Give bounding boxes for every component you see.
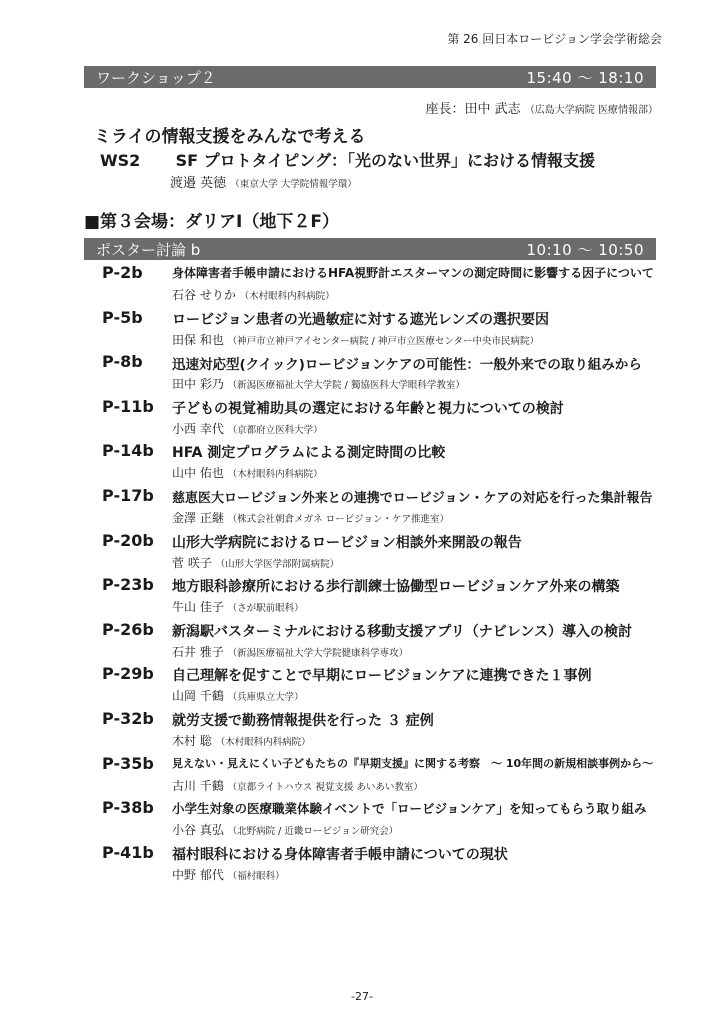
poster-affiliation: （木村眼科内科病院）	[239, 291, 335, 302]
poster-author-line	[172, 420, 323, 437]
poster-code: P-35b	[102, 753, 154, 773]
poster-code: P-23b	[102, 575, 154, 595]
poster-author-line	[172, 554, 339, 571]
poster-title: 新潟駅バスターミナルにおける移動支援アプリ（ナビレンス）導入の検討	[172, 623, 632, 640]
workshop-author: 渡邉 英徳	[170, 176, 227, 191]
workshop-code: WS2	[100, 151, 141, 170]
list-item	[0, 798, 724, 843]
poster-affiliation: （福村眼科）	[227, 870, 285, 882]
poster-author-line	[172, 732, 311, 749]
poster-list	[0, 263, 724, 887]
poster-affiliation: （京都府立医科大学）	[227, 424, 323, 436]
poster-author-line	[172, 643, 408, 660]
poster-affiliation: （さが駅前眼科）	[227, 603, 304, 615]
poster-affiliation: （兵庫県立大学）	[227, 692, 304, 704]
poster-code: P-17b	[102, 485, 154, 505]
list-item	[0, 531, 724, 576]
poster-author-line	[172, 777, 423, 794]
poster-code: P-29b	[102, 664, 154, 684]
list-item	[0, 664, 724, 709]
workshop-author-affiliation: （東京大学 大学院情報学環）	[230, 179, 357, 190]
poster-title: 福村眼科における身体障害者手帳申請についての現状	[172, 846, 508, 863]
list-item	[0, 352, 724, 397]
poster-author-line	[172, 821, 398, 838]
list-item	[0, 843, 724, 888]
poster-title: 慈恵医大ロービジョン外来との連携でロービジョン・ケアの対応を行った集計報告	[172, 490, 653, 506]
workshop-author-line	[170, 172, 357, 191]
poster-author: 小谷 真弘	[172, 823, 224, 838]
chair-affiliation: （広島大学病院 医療情報部）	[524, 105, 658, 116]
poster-code: P-20b	[102, 530, 154, 550]
poster-title: 見えない・見えにくい子どもたちの『早期支援』に関する考察 ～ 10年間の新規相談事例から～	[172, 756, 654, 770]
poster-title: 身体障害者手帳申請におけるHFA視野計エスターマンの測定時間に影響する因子について	[172, 266, 654, 280]
poster-author-line	[172, 509, 449, 526]
poster-affiliation: （株式会社朝倉メガネ ロービジョン・ケア推進室）	[227, 513, 449, 525]
poster-author: 金澤 正継	[172, 510, 224, 525]
workshop-bar	[84, 66, 656, 88]
poster-author: 山岡 千鶴	[172, 689, 224, 704]
poster-affiliation: （新潟医療福祉大学大学院健康科学専攻）	[227, 647, 409, 659]
poster-code: P-5b	[102, 307, 143, 327]
poster-title: 自己理解を促すことで早期にロービジョンケアに連携できた１事例	[172, 668, 592, 685]
poster-author-line	[172, 687, 304, 704]
poster-affiliation: （神戸市立神戸アイセンター病院 / 神戸市立医療センター中央市民病院）	[227, 335, 539, 347]
chair-line	[426, 98, 658, 117]
poster-author-line	[172, 331, 539, 348]
poster-code: P-2b	[102, 263, 143, 282]
list-item	[0, 575, 724, 620]
poster-author-line	[172, 286, 335, 303]
poster-affiliation: （山形大学医学部附属病院）	[215, 558, 340, 570]
poster-title: 小学生対象の医療職業体験イベントで「ロービジョンケア」を知ってもらう取り組み	[172, 801, 647, 817]
poster-code: P-11b	[102, 396, 154, 416]
workshop-title: SF プロトタイピング：「光のない世界」における情報支援	[175, 151, 595, 170]
poster-author: 古川 千鶴	[172, 778, 224, 793]
poster-author: 菅 咲子	[172, 555, 212, 570]
poster-author: 田保 和也	[172, 332, 224, 347]
poster-author: 石井 雅子	[172, 644, 224, 659]
list-item	[0, 397, 724, 442]
poster-author: 田中 彩乃	[172, 377, 224, 392]
poster-title: HFA 測定プログラムによる測定時間の比較	[172, 445, 446, 462]
poster-affiliation: （木村眼科内科病院）	[215, 736, 311, 748]
poster-author-line	[172, 866, 285, 883]
poster-code: P-38b	[102, 798, 154, 818]
poster-author: 木村 聡	[172, 733, 212, 748]
list-item	[0, 263, 724, 308]
poster-affiliation: （北野病院 / 近畿ロービジョン研究会）	[227, 826, 399, 838]
poster-bar	[84, 238, 656, 260]
poster-code: P-14b	[102, 441, 154, 461]
poster-title: 就労支援で勤務情報提供を行った ３ 症例	[172, 712, 434, 729]
poster-title: 子どもの視覚補助具の選定における年齢と視力についての検討	[172, 400, 564, 417]
poster-author-line	[172, 464, 323, 481]
poster-author: 山中 佑也	[172, 466, 224, 481]
page-number: -27-	[351, 990, 373, 1003]
chair-name: 座長：田中 武志	[425, 102, 521, 117]
poster-author: 小西 幸代	[172, 421, 224, 436]
list-item	[0, 308, 724, 353]
poster-title: ロービジョン患者の光過敏症に対する遮光レンズの選択要因	[172, 311, 549, 328]
list-item	[0, 754, 724, 799]
list-item	[0, 709, 724, 754]
poster-affiliation: （新潟医療福祉大学大学院 / 獨協医科大学眼科学教室）	[227, 380, 465, 392]
workshop-theme: ミライの情報支援をみんなで考える	[94, 127, 366, 147]
poster-author-line	[172, 375, 465, 392]
list-item	[0, 486, 724, 531]
poster-affiliation: （木村眼科内科病院）	[227, 469, 323, 481]
poster-code: P-32b	[102, 708, 154, 728]
poster-title: 山形大学病院におけるロービジョン相談外来開設の報告	[172, 534, 522, 551]
workshop-bar-title: ワークショップ２	[96, 68, 216, 87]
poster-bar-title: ポスター討論 b	[96, 240, 201, 259]
room-heading: ■第３会場：ダリアⅠ（地下２F）	[84, 212, 339, 232]
workshop-bar-time: 15:40 ～ 18:10	[526, 68, 644, 87]
poster-title: 地方眼科診療所における歩行訓練士協働型ロービジョンケア外来の構築	[172, 579, 620, 596]
list-item	[0, 441, 724, 486]
poster-author: 中野 郁代	[172, 867, 224, 882]
workshop-entry	[100, 148, 595, 171]
poster-author: 石谷 せりか	[172, 288, 236, 302]
list-item	[0, 620, 724, 665]
conference-header: 第 26 回日本ロービジョン学会学術総会	[447, 32, 662, 46]
poster-title: 迅速対応型(クイック)ロービジョンケアの可能性：一般外来での取り組みから	[172, 357, 642, 374]
poster-code: P-8b	[102, 352, 143, 372]
poster-code: P-26b	[102, 619, 154, 639]
poster-author-line	[172, 598, 304, 615]
poster-bar-time: 10:10 ～ 10:50	[526, 240, 644, 259]
poster-affiliation: （京都ライトハウス 視覚支援 あいあい教室）	[227, 781, 423, 793]
poster-author: 牛山 佳子	[172, 600, 224, 615]
poster-code: P-41b	[102, 842, 154, 862]
